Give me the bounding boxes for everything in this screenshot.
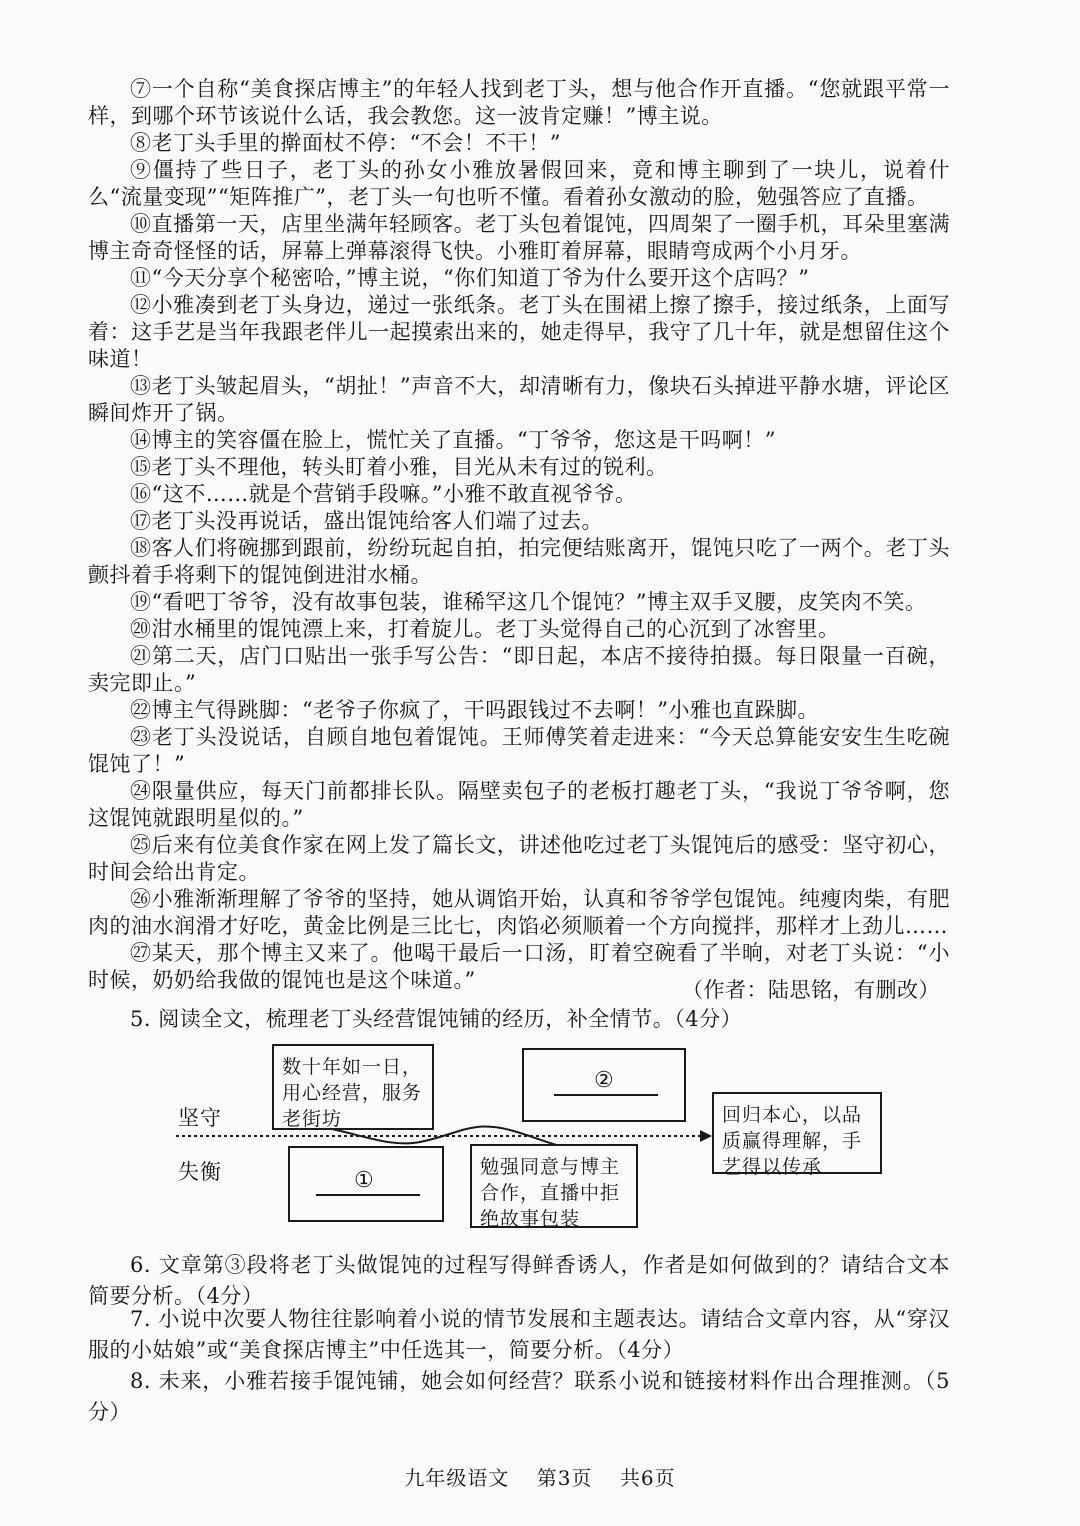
plot-box-start (272, 1044, 434, 1130)
paragraph-7: ⑦一个自称“美食探店博主”的年轻人找到老丁头，想与他合作开直播。“您就跟平常一样，到哪个环节该说什么话，我会教您。这一波肯定赚！”博主说。 (88, 77, 950, 128)
paragraph-11: ⑪“今天分享个秘密哈，”博主说，“你们知道丁爷为什么要开这个店吗？” (130, 266, 810, 290)
question-6: 6. 文章第③段将老丁头做馄饨的过程写得鲜香诱人，作者是如何做到的？请结合文本简要分析。（4分） (88, 1253, 950, 1308)
plot-diagram (0, 1038, 1080, 1238)
footer-total-pages: 共6页 (619, 1466, 676, 1490)
plot-box-end-text: 回归本心，以品质赢得理解，手艺得以传承 (722, 1104, 863, 1178)
plot-box-end (712, 1092, 882, 1178)
paragraph-23: ㉓老丁头没说话，自顾自地包着馄饨。王师傅笑着走进来：“今天总算能安安生生吃碗馄饨了！” (88, 725, 950, 776)
blank-number-2: ② (594, 1068, 614, 1093)
blank-line-2 (554, 1094, 658, 1096)
plot-box-blank-2 (522, 1048, 686, 1122)
paragraph-13: ⑬老丁头皱起眉头，“胡扯！”声音不大，却清晰有力，像块石头掉进平静水塘，评论区瞬间炸开了锅。 (88, 374, 950, 425)
question-8: 8. 未来，小雅若接手馄饨铺，她会如何经营？联系小说和链接材料作出合理推测。（5分） (88, 1369, 950, 1424)
footer-subject: 九年级语文 (404, 1466, 510, 1490)
blank-line-1 (316, 1194, 420, 1196)
paragraph-18: ⑱客人们将碗挪到跟前，纷纷玩起自拍，拍完便结账离开，馄饨只吃了一两个。老丁头颤抖着手将剩下的馄饨倒进泔水桶。 (88, 536, 950, 587)
paragraph-8: ⑧老丁头手里的擀面杖不停：“不会！不干！” (130, 131, 561, 155)
plot-box-blank-1 (288, 1146, 444, 1222)
question-7: 7. 小说中次要人物往往影响着小说的情节发展和主题表达。请结合文章内容，从“穿汉服的小姑娘”或“美食探店博主”中任选其一，简要分析。（4分） (88, 1307, 950, 1362)
plot-box-livestream (470, 1144, 638, 1228)
plot-box-start-text: 数十年如一日，用心经营，服务老街坊 (282, 1056, 423, 1130)
paragraph-22: ㉒博主气得跳脚：“老爷子你疯了，干吗跟钱过不去啊！”小雅也直跺脚。 (130, 698, 819, 722)
story-text (88, 76, 950, 994)
paragraph-27: ㉗某天，那个博主又来了。他喝干最后一口汤，盯着空碗看了半晌，对老丁头说：“小时候，奶奶给我做的馄饨也是这个味道。” (88, 941, 950, 992)
timeline-arrow-icon (700, 1130, 712, 1142)
paragraph-20: ⑳泔水桶里的馄饨漂上来，打着旋儿。老丁头觉得自己的心沉到了冰窖里。 (130, 617, 840, 641)
paragraph-10: ⑩直播第一天，店里坐满年轻顾客。老丁头包着馄饨，四周架了一圈手机，耳朵里塞满博主奇奇怪怪的话，屏幕上弹幕滚得飞快。小雅盯着屏幕，眼睛弯成两个小月牙。 (88, 212, 950, 263)
paragraph-15: ⑮老丁头不理他，转头盯着小雅，目光从未有过的锐利。 (130, 455, 668, 479)
paragraph-26: ㉖小雅渐渐理解了爷爷的坚持，她从调馅开始，认真和爷爷学包馄饨。纯瘦肉柴，有肥肉的油水润滑才好吃，黄金比例是三比七，肉馅必须顺着一个方向搅拌，那样才上劲儿…… (88, 887, 950, 938)
label-imbalance: 失衡 (178, 1160, 222, 1184)
paragraph-12: ⑫小雅凑到老丁头身边，递过一张纸条。老丁头在围裙上擦了擦手，接过纸条，上面写着：这手艺是当年我跟老伴儿一起摸索出来的，她走得早，我守了几十年，就是想留住这个味道！ (88, 293, 950, 371)
paragraph-25: ㉕后来有位美食作家在网上发了篇长文，讲述他吃过老丁头馄饨后的感受：坚守初心，时间会给出肯定。 (88, 833, 950, 884)
paragraph-14: ⑭博主的笑容僵在脸上，慌忙关了直播。“丁爷爷，您这是干吗啊！” (130, 428, 776, 452)
page-footer (0, 1462, 1080, 1491)
label-persist: 坚守 (178, 1106, 222, 1130)
footer-page-number: 第3页 (536, 1466, 593, 1490)
paragraph-24: ㉔限量供应，每天门前都排长队。隔壁卖包子的老板打趣老丁头，“我说丁爷爷啊，您这馄饨就跟明星似的。” (88, 779, 950, 830)
author-note: （作者：陆思铭，有删改） (682, 978, 940, 1002)
paragraph-21: ㉑第二天，店门口贴出一张手写公告：“即日起，本店不接待拍摄。每日限量一百碗，卖完即止。” (88, 644, 950, 695)
paragraph-17: ⑰老丁头没再说话，盛出馄饨给客人们端了过去。 (130, 509, 603, 533)
paragraph-9: ⑨僵持了些日子，老丁头的孙女小雅放暑假回来，竟和博主聊到了一块儿，说着什么“流量变现”“矩阵推广”，老丁头一句也听不懂。看着孙女激动的脸，勉强答应了直播。 (88, 158, 950, 209)
question-5: 5. 阅读全文，梳理老丁头经营馄饨铺的经历，补全情节。（4分） (130, 1007, 743, 1031)
paragraph-19: ⑲“看吧丁爷爷，没有故事包装，谁稀罕这几个馄饨？”博主双手叉腰，皮笑肉不笑。 (130, 590, 927, 614)
plot-box-livestream-text: 勉强同意与博主合作，直播中拒绝故事包装 (480, 1156, 621, 1230)
paragraph-16: ⑯“这不……就是个营销手段嘛。”小雅不敢直视爷爷。 (130, 482, 637, 506)
blank-number-1: ① (354, 1168, 374, 1193)
